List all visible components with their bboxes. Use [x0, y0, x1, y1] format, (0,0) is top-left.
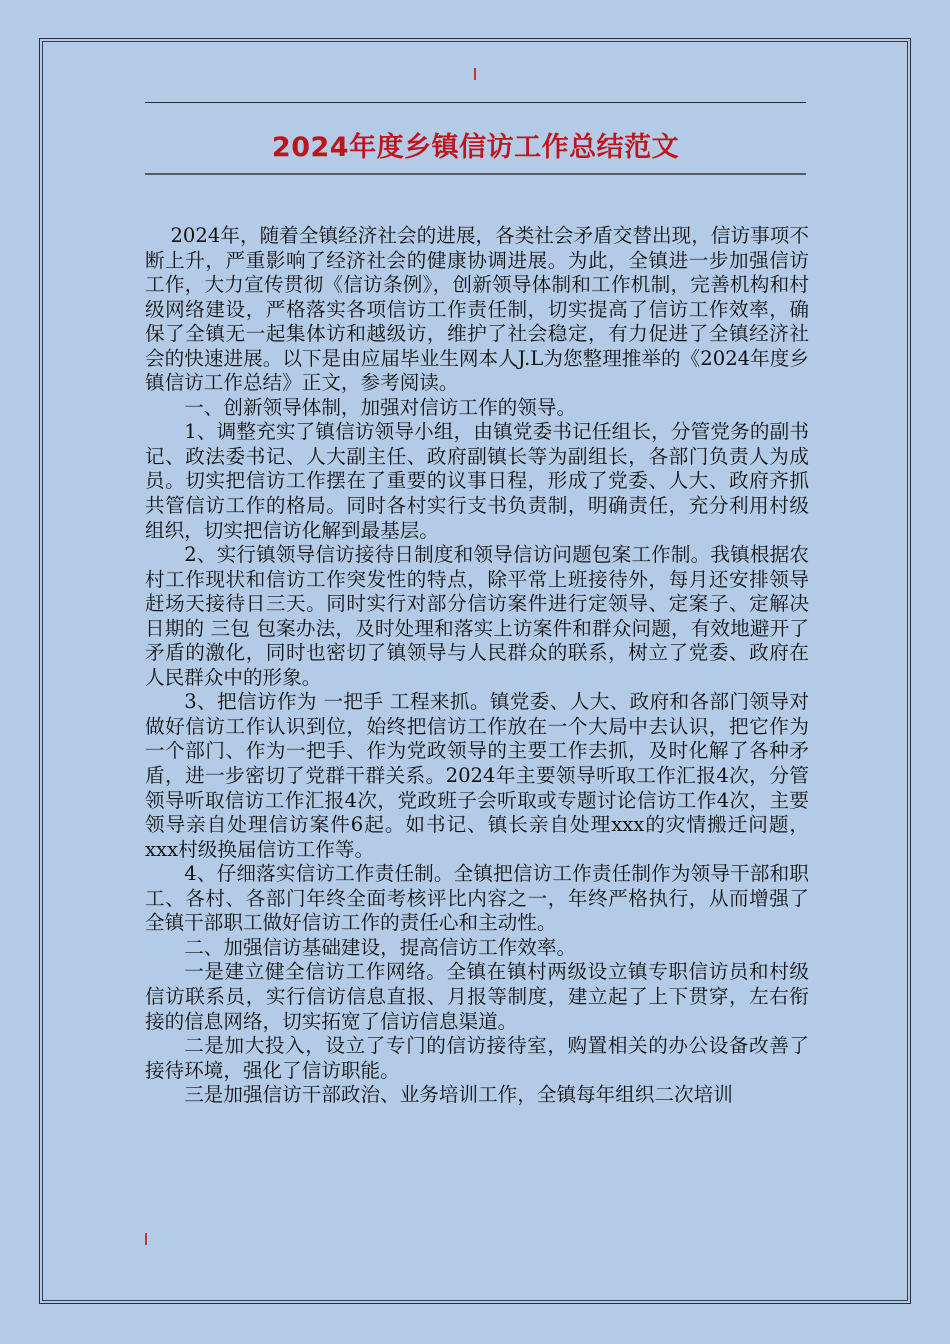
document-title: 2024年度乡镇信访工作总结范文 [271, 132, 680, 163]
intro-paragraph: 2024年，随着全镇经济社会的进展，各类社会矛盾交替出现，信访事项不断上升，严重影响了经济社会的健康协调进展。为此，全镇进一步加强信访工作，大力宣传贯彻《信访条例》，创新领导体制和工作机制，完善机构和村级网络建设，严格落实各项信访工作责任制，切实提高了信访工作效率，确保了全镇无一起集体访和越级访，维护了社会稳定，有力促进了全镇经济社会的快速进展。以下是由应届毕业生网本人J.L为您整理推举的《2024年度乡镇信访工作总结》正文，参考阅读。 [145, 224, 809, 395]
header-text-cursor-mark [474, 68, 476, 80]
body-paragraph: 2、实行镇领导信访接待日制度和领导信访问题包案工作制。我镇根据农村工作现状和信访工作突发性的特点，除平常上班接待外，每月还安排领导赶场天接待日三天。同时实行对部分信访案件进行定领导、定案子、定解决日期的 三包 包案办法，及时处理和落实上访案件和群众问题，有效地避开了矛盾的激化，同时也密切了镇领导与人民群众的联系，树立了党委、政府在人民群众中的形象。 [145, 543, 809, 689]
footer-text-cursor-mark [145, 1233, 147, 1245]
section-heading-2: 二、加强信访基础建设，提高信访工作效率。 [184, 935, 577, 959]
title-underline-rule [145, 173, 806, 175]
body-paragraph: 一是建立健全信访工作网络。全镇在镇村两级设立镇专职信访员和村级信访联系员，实行信访信息直报、月报等制度，建立起了上下贯穿，左右衔接的信息网络，切实拓宽了信访信息渠道。 [145, 960, 809, 1033]
body-paragraph: 1、调整充实了镇信访领导小组，由镇党委书记任组长，分管党务的副书记、政法委书记、人大副主任、政府副镇长等为副组长，各部门负责人为成员。切实把信访工作摆在了重要的议事日程，形成了党委、人大、政府齐抓共管信访工作的格局。同时各村实行支书负责制，明确责任，充分利用村级组织，切实把信访化解到最基层。 [145, 420, 809, 542]
section-heading-1: 一、创新领导体制，加强对信访工作的领导。 [184, 395, 577, 419]
body-paragraph: 3、把信访作为 一把手 工程来抓。镇党委、人大、政府和各部门领导对做好信访工作认识到位，始终把信访工作放在一个大局中去认识，把它作为一个部门、作为一把手、作为党政领导的主要工作去抓，及时化解了各种矛盾，进一步密切了党群干群关系。2024年主要领导听取工作汇报4次，分管领导听取信访工作汇报4次，党政班子会听取或专题讨论信访工作4次，主要领导亲自处理信访案件6起。如书记、镇长亲自处理xxx的灾情搬迁问题，xxx村级换届信访工作等。 [145, 690, 809, 861]
header-rule [145, 102, 806, 103]
body-paragraph: 三是加强信访干部政治、业务培训工作，全镇每年组织二次培训 [184, 1083, 733, 1107]
body-paragraph: 二是加大投入，设立了专门的信访接待室，购置相关的办公设备改善了接待环境，强化了信访职能。 [145, 1034, 809, 1082]
document-body [145, 224, 809, 1108]
body-paragraph: 4、仔细落实信访工作责任制。全镇把信访工作责任制作为领导干部和职工、各村、各部门年终全面考核评比内容之一，年终严格执行，从而增强了全镇干部职工做好信访工作的责任心和主动性。 [145, 862, 809, 935]
